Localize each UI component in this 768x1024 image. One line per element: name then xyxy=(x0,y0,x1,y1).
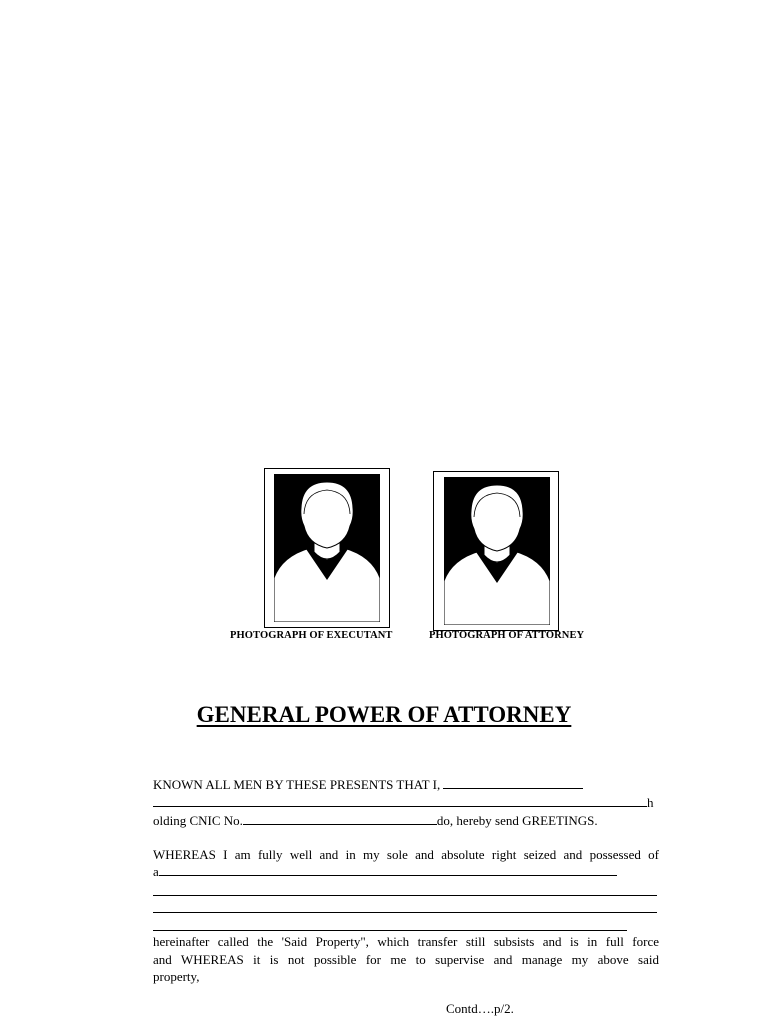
document-title: GENERAL POWER OF ATTORNEY xyxy=(196,702,572,727)
property-description-blank-2[interactable] xyxy=(153,895,657,896)
attorney-photo-caption: PHOTOGRAPH OF ATTORNEY xyxy=(429,630,585,641)
cnic-line xyxy=(153,812,598,829)
greetings-text: do, hereby send GREETINGS. xyxy=(436,813,598,828)
executant-name-blank-continued[interactable] xyxy=(153,794,647,807)
person-silhouette-icon xyxy=(274,474,380,622)
cnic-label: olding CNIC No. xyxy=(153,813,243,828)
property-description-blank-4[interactable] xyxy=(153,930,627,931)
whereas-line-5: hereinafter called the 'Said Property", which transfer still subsists and is in full force xyxy=(153,934,659,949)
intro-line-2-suffix: h xyxy=(647,795,654,810)
whereas-line-6: and WHEREAS it is not possible for me to supervise and manage my above said xyxy=(153,952,659,967)
property-prefix: a xyxy=(153,864,159,879)
property-line xyxy=(153,863,617,880)
executant-photo-caption: PHOTOGRAPH OF EXECUTANT xyxy=(230,630,393,641)
property-description-blank[interactable] xyxy=(159,863,617,876)
person-silhouette-icon xyxy=(444,477,550,625)
intro-line-2 xyxy=(153,794,654,811)
cnic-number-blank[interactable] xyxy=(243,812,437,825)
executant-photo-frame xyxy=(264,468,390,628)
intro-text: KNOWN ALL MEN BY THESE PRESENTS THAT I, xyxy=(153,777,444,792)
attorney-photo-frame xyxy=(433,471,559,631)
executant-name-blank[interactable] xyxy=(443,776,583,789)
continued-note: Contd….p/2. xyxy=(446,1001,514,1016)
whereas-line-1: WHEREAS I am fully well and in my sole and absolute right seized and possessed of xyxy=(153,847,659,862)
intro-line xyxy=(153,776,583,793)
whereas-line-7: property, xyxy=(153,969,200,984)
property-description-blank-3[interactable] xyxy=(153,912,657,913)
